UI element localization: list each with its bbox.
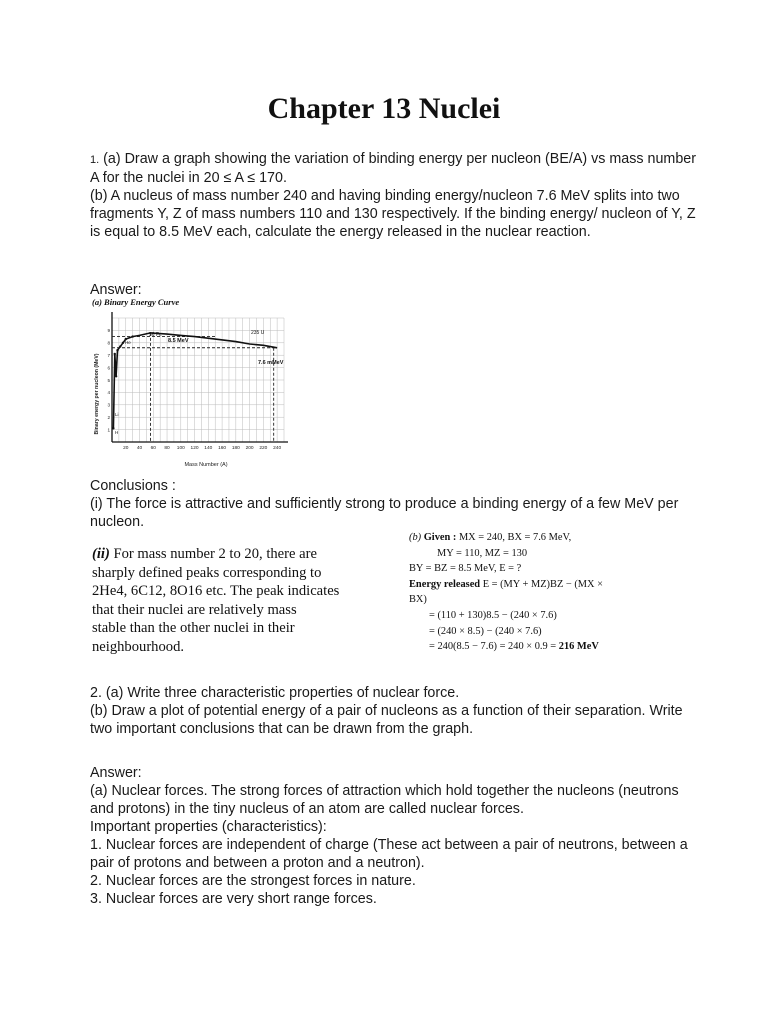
- final-answer: 216 MeV: [558, 641, 599, 653]
- scanned-conclusion-ii: (ii) For mass number 2 to 20, there are sharply defined peaks corresponding to 2He4, 6C12, 8O16 etc. The peak indicates that their nuclei are relatively mass stable than the other nuclei in their neighbourhood.: [92, 546, 340, 655]
- chart-x-tick-label: 220: [259, 446, 268, 451]
- chart-y-tick-label: 7: [107, 353, 110, 358]
- chart-x-tick-label: 140: [204, 446, 213, 451]
- chart-xlabel: Mass Number (A): [184, 462, 228, 468]
- chart-y-tick-label: 9: [107, 328, 110, 334]
- chart-y-tick-label: 6: [107, 365, 110, 371]
- page-title: Chapter 13 Nuclei: [267, 92, 501, 125]
- answer-2: [90, 764, 700, 908]
- chart-x-tick-label: 160: [218, 446, 227, 451]
- question-2b: (b) Draw a plot of potential energy of a pair of nucleons as a function of their separation. Write two important conclusions that can be drawn from the graph.: [90, 703, 683, 737]
- chart-x-tick-label: 40: [136, 446, 143, 451]
- chart-y-tick-label: 3: [107, 402, 110, 408]
- scanned-solution-b: (b) Given : MX = 240, BX = 7.6 MeV, MY = 110, MZ = 130 BY = BZ = 8.5 MeV, E = ? Energy released E = (MY + MZ)BZ − (MX × BX) = (110 + 130)8.5 − (240 × 7.6) = (240 × 8.5) − (240 × 7.6) = 240(8.5 − 7.6) = 240 × 0.9 = 216 MeV: [409, 532, 604, 653]
- chart-x-ticks: [123, 445, 281, 451]
- question-number: 1.: [90, 154, 100, 166]
- chart-point: [114, 353, 116, 355]
- question-2a: 2. (a) Write three characteristic properties of nuclear force.: [90, 685, 460, 701]
- answer-1-label: Answer:: [90, 282, 142, 298]
- question-2: [90, 684, 700, 738]
- property-1: 1. Nuclear forces are independent of charge (These act between a pair of neutrons, between a pair of protons and between a proton and a neutron).: [90, 837, 688, 871]
- chart-annotation-li: Li: [115, 412, 119, 417]
- chart-point: [122, 342, 124, 344]
- chart-x-tick-label: 20: [123, 446, 129, 451]
- chart-x-tick-label: 180: [231, 446, 240, 451]
- chart-y-tick-label: 8: [107, 340, 110, 346]
- chart-annotation-fe: 56 Fe: [149, 332, 162, 338]
- question-1b: (b) A nucleus of mass number 240 and having binding energy/nucleon 7.6 MeV splits into two fragments Y, Z of mass numbers 110 and 130 respectively. If the binding energy/ nucleon of Y, Z is equal to 8.5 MeV each, calculate the energy released in the nuclear reaction.: [90, 188, 696, 240]
- binding-energy-chart: [88, 296, 294, 470]
- chart-x-tick-label: 120: [190, 446, 199, 451]
- chart-point: [116, 349, 118, 351]
- property-2: 2. Nuclear forces are the strongest forces in nature.: [90, 873, 416, 889]
- conclusion-i: (i) The force is attractive and sufficiently strong to produce a binding energy of a few MeV per nucleon.: [90, 496, 679, 530]
- conclusions: [90, 477, 700, 531]
- chart-x-tick-label: 60: [150, 446, 156, 451]
- chart-x-tick-label: 240: [273, 446, 282, 451]
- chart-x-tick-label: 80: [164, 446, 170, 451]
- chart-y-tick-label: 4: [107, 390, 110, 396]
- chart-point: [115, 375, 117, 377]
- isotope-list: 2He4, 6C12, 8O16: [92, 583, 203, 600]
- chart-x-tick-label: 100: [176, 446, 185, 451]
- chart-y-tick-label: 5: [107, 377, 110, 383]
- property-3: 3. Nuclear forces are very short range forces.: [90, 891, 377, 907]
- answer-2a: (a) Nuclear forces. The strong forces of attraction which hold together the nucleons (neutrons and protons) in the tiny nucleus of an atom are called nuclear forces.: [90, 783, 679, 817]
- answer-2-label: Answer:: [90, 765, 142, 781]
- chart-series-be-per-nucleon: [113, 333, 277, 429]
- conclusions-heading: Conclusions :: [90, 478, 176, 494]
- chart-annotation-he: He: [125, 340, 131, 345]
- chart-annotation-h: H: [115, 430, 119, 435]
- chart-y-tick-label: 2: [107, 415, 110, 420]
- question-1: [90, 150, 700, 241]
- chart-title: (a) Binary Energy Curve: [92, 297, 180, 307]
- chart-annotation-u: 235 U: [251, 330, 265, 336]
- chart-annotation-7-6mev: 7.6 mMeV: [258, 360, 284, 366]
- chart-point: [131, 335, 133, 337]
- chart-point: [119, 345, 121, 347]
- chart-y-tick-label: 1: [107, 427, 110, 433]
- question-1a: 1. (a) Draw a graph showing the variation of binding energy per nucleon (BE/A) vs mass number A for the nuclei in 20 ≤ A ≤ 170.: [90, 151, 696, 186]
- chart-x-tick-label: 200: [245, 446, 254, 451]
- chart-annotation-8-5mev: 8.5 MeV: [168, 338, 189, 344]
- properties-heading: Important properties (characteristics):: [90, 819, 327, 835]
- chart-ylabel: Binary energy per nucleon (MeV): [94, 353, 100, 435]
